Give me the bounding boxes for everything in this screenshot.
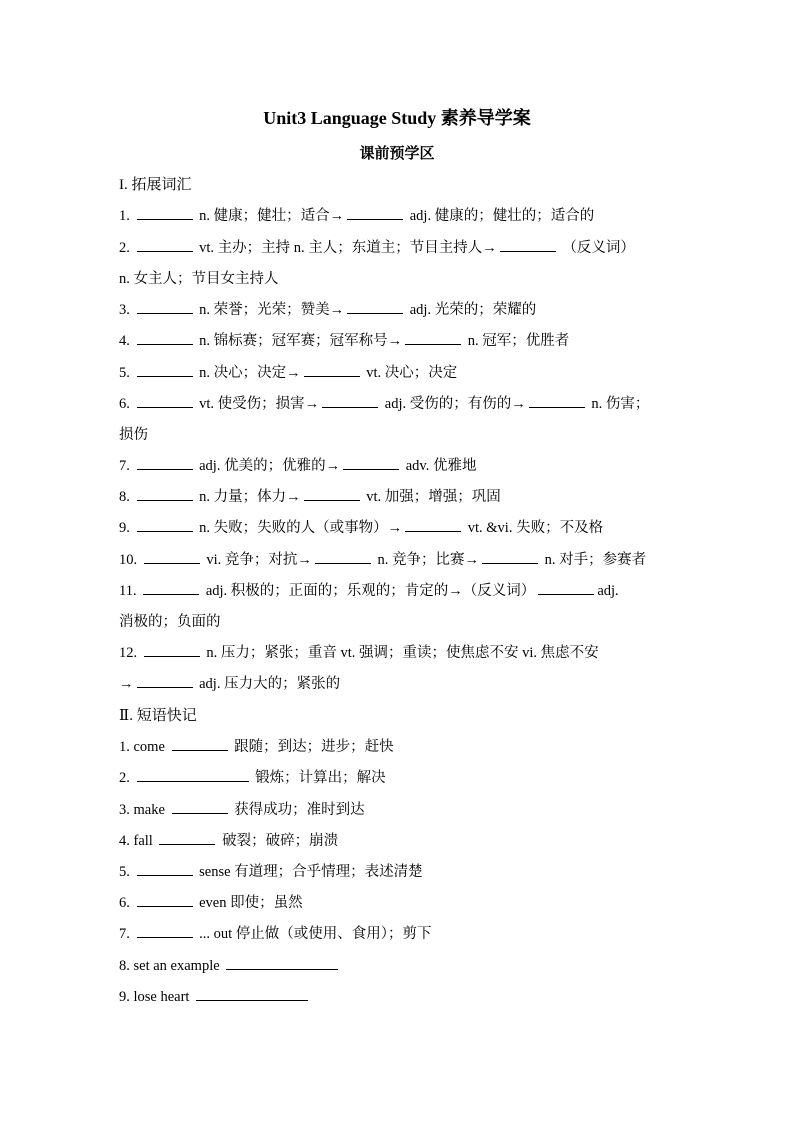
page-subtitle: 课前预学区 [359, 146, 435, 162]
vocab-item-3 [119, 299, 679, 321]
vocab-item-12 [119, 642, 679, 664]
item-number: 1. [119, 739, 130, 755]
answer-blank[interactable] [137, 393, 193, 408]
phrase-prefix: come [133, 739, 165, 755]
page-title: Unit3 Language Study 素养导学案 [263, 108, 531, 128]
item-text: adj. 积极的；正面的；乐观的；肯定的→（反义词） [205, 583, 536, 599]
phrase-meaning: even 即使；虽然 [199, 895, 303, 911]
item-text: n. 荣誉；光荣；赞美→ [199, 302, 345, 318]
answer-blank[interactable] [172, 736, 228, 751]
phrase-meaning: sense 有道理；合乎情理；表述清楚 [199, 864, 423, 880]
vocab-item-11 [119, 580, 679, 602]
answer-blank[interactable] [347, 299, 403, 314]
answer-blank[interactable] [482, 549, 538, 564]
item-text: vi. 竞争；对抗→ [206, 552, 312, 568]
answer-blank[interactable] [405, 330, 461, 345]
item-number: 4. [119, 333, 130, 349]
item-number: 7. [119, 458, 130, 474]
answer-blank[interactable] [137, 861, 193, 876]
vocab-item-2 [119, 237, 679, 259]
item-text: （反义词） [562, 240, 635, 256]
answer-blank[interactable] [226, 955, 338, 970]
answer-blank[interactable] [137, 673, 193, 688]
answer-blank[interactable] [137, 362, 193, 377]
item-text: n. 对手；参赛者 [544, 552, 647, 568]
item-text: vt. &vi. 失败；不及格 [467, 520, 604, 536]
item-number: 8. [119, 489, 130, 505]
vocab-item-5 [119, 362, 679, 384]
item-text: n. 力量；体力→ [199, 489, 301, 505]
phrase-meaning: 获得成功；准时到达 [234, 802, 365, 818]
item-number: 10. [119, 552, 138, 568]
answer-blank[interactable] [137, 330, 193, 345]
phrase-meaning: ... out 停止做（或使用、食用）；剪下 [199, 926, 432, 942]
phrase-prefix: lose heart [133, 989, 190, 1005]
item-text: n. 锦标赛；冠军赛；冠军称号→ [199, 333, 403, 349]
vocab-item-7 [119, 455, 679, 477]
answer-blank[interactable] [137, 455, 193, 470]
answer-blank[interactable] [172, 799, 228, 814]
phrase-item-8 [119, 955, 679, 977]
vocab-item-1 [119, 205, 679, 227]
item-text: adj. [597, 583, 619, 599]
item-text: n. 伤害； [591, 396, 650, 412]
answer-blank[interactable] [137, 237, 193, 252]
answer-blank[interactable] [137, 923, 193, 938]
item-text: n. 失败；失败的人（或事物）→ [199, 520, 403, 536]
arrow-text: → [119, 676, 134, 692]
answer-blank[interactable] [304, 486, 360, 501]
answer-blank[interactable] [144, 642, 200, 657]
item-text: adj. 光荣的；荣耀的 [409, 302, 537, 318]
answer-blank[interactable] [347, 205, 403, 220]
section-heading-phrases: Ⅱ. 短语快记 [119, 708, 197, 724]
answer-blank[interactable] [137, 299, 193, 314]
answer-blank[interactable] [143, 580, 199, 595]
vocab-item-6 [119, 393, 679, 415]
item-number: 7. [119, 926, 130, 942]
item-text: n. 竞争；比赛→ [377, 552, 480, 568]
vocab-item-6-continued: 损伤 [119, 427, 148, 443]
item-number: 4. [119, 833, 130, 849]
phrase-prefix: set an example [133, 958, 220, 974]
phrase-item-3 [119, 799, 679, 821]
item-number: 6. [119, 396, 130, 412]
answer-blank[interactable] [538, 580, 594, 595]
phrase-item-6 [119, 892, 679, 914]
phrase-meaning: 破裂；破碎；崩溃 [222, 833, 339, 849]
item-number: 2. [119, 240, 130, 256]
answer-blank[interactable] [137, 205, 193, 220]
phrase-item-2 [119, 767, 679, 789]
section-heading-vocabulary: I. 拓展词汇 [119, 177, 192, 193]
item-number: 5. [119, 365, 130, 381]
phrase-item-1 [119, 736, 679, 758]
item-number: 12. [119, 645, 138, 661]
phrase-item-4 [119, 830, 679, 852]
item-number: 9. [119, 989, 130, 1005]
item-text: adj. 优美的；优雅的→ [199, 458, 341, 474]
phrase-item-5 [119, 861, 679, 883]
phrase-meaning: 锻炼；计算出；解决 [255, 770, 386, 786]
item-text: adj. 压力大的；紧张的 [199, 676, 341, 692]
item-number: 5. [119, 864, 130, 880]
answer-blank[interactable] [196, 986, 308, 1001]
answer-blank[interactable] [315, 549, 371, 564]
vocab-item-10 [119, 549, 679, 571]
item-number: 2. [119, 770, 130, 786]
answer-blank[interactable] [500, 237, 556, 252]
vocab-item-4 [119, 330, 679, 352]
vocab-item-9 [119, 517, 679, 539]
phrase-item-7 [119, 923, 679, 945]
answer-blank[interactable] [159, 830, 215, 845]
item-number: 3. [119, 802, 130, 818]
item-text: n. 压力；紧张；重音 vt. 强调；重读；使焦虑不安 vi. 焦虑不安 [206, 645, 599, 661]
answer-blank[interactable] [144, 549, 200, 564]
item-text: n. 决心；决定→ [199, 365, 301, 381]
item-number: 3. [119, 302, 130, 318]
item-text: vt. 使受伤；损害→ [199, 396, 320, 412]
vocab-item-12-continued [119, 673, 679, 695]
item-text: n. 冠军；优胜者 [467, 333, 570, 349]
item-text: adj. 受伤的；有伤的→ [384, 396, 526, 412]
item-number: 8. [119, 958, 130, 974]
item-number: 1. [119, 208, 130, 224]
answer-blank[interactable] [137, 767, 249, 782]
answer-blank[interactable] [322, 393, 378, 408]
answer-blank[interactable] [304, 362, 360, 377]
answer-blank[interactable] [529, 393, 585, 408]
item-text: n. 健康；健壮；适合→ [199, 208, 345, 224]
vocab-item-8 [119, 486, 679, 508]
item-number: 11. [119, 583, 137, 599]
item-text: vt. 主办；主持 n. 主人；东道主；节目主持人→ [199, 240, 497, 256]
answer-blank[interactable] [137, 892, 193, 907]
item-text: vt. 加强；增强；巩固 [366, 489, 501, 505]
phrase-meaning: 跟随；到达；进步；赶快 [234, 739, 394, 755]
phrase-item-9 [119, 986, 679, 1008]
answer-blank[interactable] [405, 517, 461, 532]
item-text: adj. 健康的；健壮的；适合的 [409, 208, 595, 224]
answer-blank[interactable] [343, 455, 399, 470]
item-text: vt. 决心；决定 [366, 365, 458, 381]
vocab-item-11-continued: 消极的；负面的 [119, 614, 221, 630]
vocab-item-2-continued: n. 女主人；节目女主持人 [119, 271, 279, 287]
item-number: 9. [119, 520, 130, 536]
phrase-prefix: make [133, 802, 165, 818]
item-number: 6. [119, 895, 130, 911]
item-text: adv. 优雅地 [405, 458, 477, 474]
phrase-prefix: fall [133, 833, 153, 849]
answer-blank[interactable] [137, 486, 193, 501]
answer-blank[interactable] [137, 517, 193, 532]
